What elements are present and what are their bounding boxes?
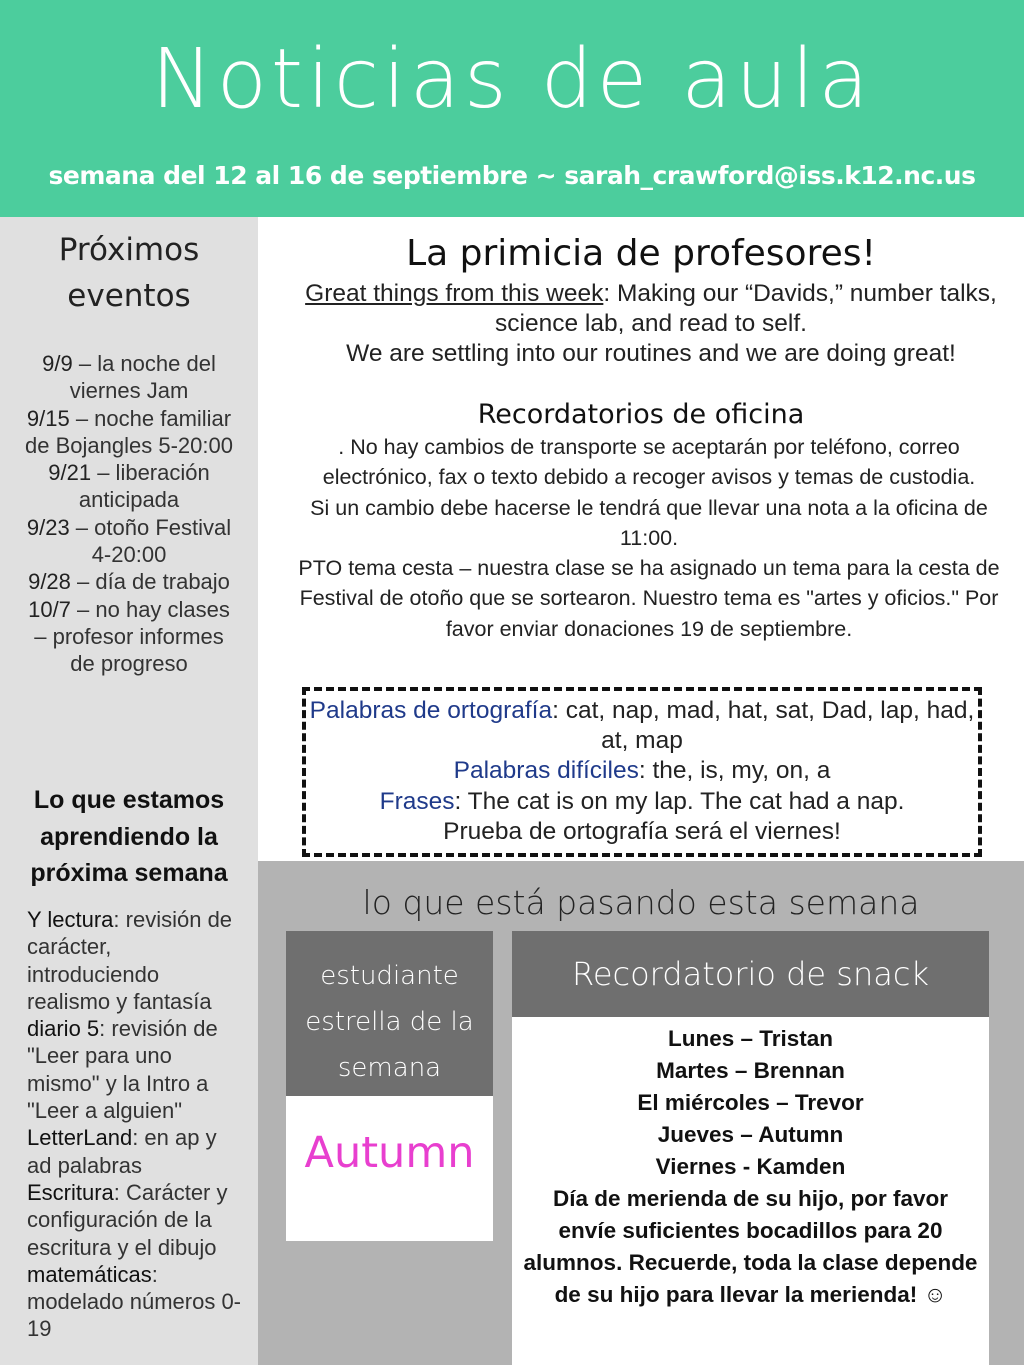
learning-item (27, 906, 243, 1015)
snack-reminder-title: Recordatorio de snack (512, 931, 989, 1017)
learning-text: : en ap y ad palabras (27, 1125, 217, 1178)
snack-day: Lunes – Tristan (667, 1026, 834, 1051)
star-student-name: Autumn (304, 1128, 475, 1178)
learning-subject: Escritura (27, 1179, 114, 1205)
star-student-title: estudiante estrella de la semana (286, 931, 493, 1096)
teacher-scoop-title: La primicia de profesores! (406, 233, 876, 274)
main-content (258, 217, 1024, 861)
event-text: – la noche del viernes Jam (69, 351, 216, 404)
hard-words: : the, is, my, on, a (638, 757, 831, 785)
office-line: PTO tema cesta – nuestra clase se ha asignado un tema para la cesta de Festival de otoño que se sortearon. Nuestro tema es "artes y oficios." Por favor enviar donaciones 19 de septiembre. (298, 556, 1000, 641)
event-date: 9/9 (42, 351, 73, 376)
event-text: – día de trabajo (70, 569, 230, 595)
event-text: – noche familiar de Bojangles 5-20:00 (25, 405, 233, 458)
newsletter-subtitle: semana del 12 al 16 de septiembre ~ sarah_crawford@iss.k12.nc.us (48, 161, 976, 190)
spelling-words: : cat, nap, mad, hat, sat, Dad, lap, had, at, map (552, 697, 975, 755)
learning-subject: Y lectura (27, 907, 114, 932)
snack-day: Jueves – Autumn (657, 1122, 844, 1147)
event-date: 10/7 (28, 596, 71, 622)
scoop-text: : Making our “Davids,” number talks, science lab, and read to self. (495, 280, 997, 337)
office-line: . No hay cambios de transporte se aceptarán por teléfono, correo electrónico, fax o texto debido a recoger avisos y temas de custodia. (322, 435, 976, 490)
sidebar (0, 217, 258, 1365)
learning-item (27, 1261, 243, 1343)
learning-text: : revisión de carácter, introduciendo realismo y fantasía (27, 907, 233, 1014)
spelling-test-note: Prueba de ortografía será el viernes! (443, 817, 841, 845)
scoop-text-2: We are settling into our routines and we are doing great! (346, 340, 956, 367)
learning-text: : revisión de "Leer para uno mismo" y la Intro a "Leer a alguien" (27, 1016, 218, 1124)
learning-item (27, 1015, 243, 1124)
header-banner (0, 0, 1024, 217)
this-week-section (258, 861, 1024, 1365)
event-item (20, 596, 238, 678)
phrases: : The cat is on my lap. The cat had a nap. (454, 787, 905, 815)
event-text: – liberación anticipada (78, 460, 210, 513)
snack-note: Día de merienda de su hijo, por favor envíe suficientes bocadillos para 20 alumnos. Recuerde, toda la clase depende de su hijo para llevar la merienda! ☺ (523, 1186, 978, 1307)
learning-text: : modelado números 0-19 (27, 1261, 242, 1342)
snack-reminder-card (512, 931, 989, 1365)
office-reminders-title: Recordatorios de oficina (477, 399, 805, 430)
learning-list (27, 906, 243, 1343)
event-date: 9/28 (28, 569, 71, 595)
event-item (20, 459, 238, 514)
event-item (20, 405, 238, 460)
event-item (20, 568, 238, 595)
learning-text: : Carácter y configuración de la escritura y el dibujo (27, 1179, 228, 1260)
snack-day: Viernes - Kamden (655, 1154, 846, 1179)
event-date: 9/15 (26, 405, 70, 431)
star-student-card (286, 931, 493, 1241)
learning-item (27, 1124, 243, 1179)
event-item (20, 514, 238, 569)
learning-subject: matemáticas (27, 1261, 152, 1287)
snack-day: Martes – Brennan (656, 1058, 845, 1083)
this-week-title: lo que está pasando esta semana (362, 883, 920, 922)
spelling-box (302, 687, 982, 857)
spelling-words-label: Palabras de ortografía (309, 697, 553, 724)
office-reminders (294, 432, 1004, 644)
snack-day: El miércoles – Trevor (637, 1090, 864, 1115)
learning-subject: diario 5 (27, 1016, 100, 1042)
snack-reminder-body (522, 1023, 979, 1311)
event-text: – otoño Festival 4-20:00 (69, 514, 232, 568)
upcoming-events-title: Próximos eventos (58, 232, 200, 314)
learning-subject: LetterLand (27, 1125, 133, 1151)
newsletter-title: Noticias de aula (151, 32, 873, 127)
event-date: 9/23 (26, 514, 70, 540)
event-item (20, 350, 238, 405)
office-line: Si un cambio debe hacerse le tendrá que llevar una nota a la oficina de 11:00. (310, 495, 988, 550)
phrases-label: Frases (379, 787, 455, 815)
hard-words-label: Palabras difíciles (453, 757, 639, 785)
event-date: 9/21 (48, 460, 92, 486)
learning-title: Lo que estamos aprendiendo la próxima semana (30, 786, 228, 887)
events-list (20, 350, 238, 678)
teacher-scoop-text (298, 279, 1004, 369)
learning-item (27, 1179, 243, 1261)
event-text: – no hay clases – profesor informes de progreso (34, 596, 230, 677)
scoop-label: Great things from this week (305, 280, 604, 307)
